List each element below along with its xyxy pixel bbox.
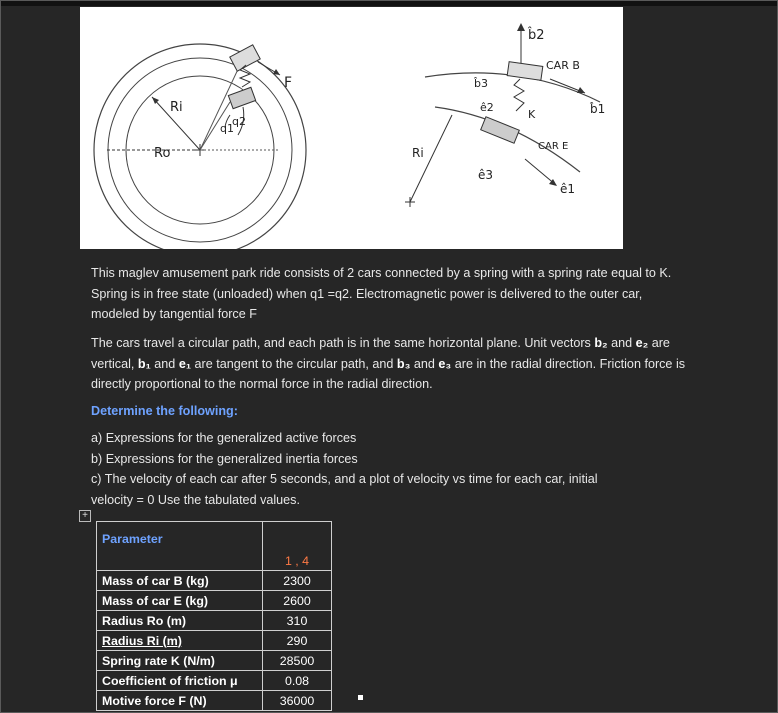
label-e1: ê1 [560, 182, 576, 196]
table-row [97, 571, 332, 591]
vector-e1: e₁ [178, 356, 192, 371]
row-label-radius-ri: Radius Ri (m) [97, 631, 263, 651]
label-b3: b̂3 [474, 77, 488, 90]
car-e-left [228, 87, 255, 108]
table-header-row [97, 522, 332, 571]
label-car-e: CAR E [538, 141, 569, 152]
table-row [97, 691, 332, 711]
spring-left [240, 65, 250, 87]
path-text-1: The cars travel a circular path, and each path is in the same horizontal plane. Unit vectors [91, 336, 595, 350]
row-value-spring-rate: 28500 [263, 651, 332, 671]
path-text-and-1: and [607, 336, 636, 350]
row-label-mass-e: Mass of car E (kg) [97, 591, 263, 611]
label-ri-right: Ri [412, 146, 424, 160]
row-label-friction: Coefficient of friction μ [97, 671, 263, 691]
path-text-and-3: and [410, 356, 439, 371]
table-row [97, 651, 332, 671]
task-heading: Determine the following: [91, 404, 238, 418]
row-value-friction: 0.08 [263, 671, 332, 691]
label-q1: q1 [220, 122, 234, 135]
task-list [91, 428, 691, 510]
task-item-c: c) The velocity of each car after 5 seconds, and a plot of velocity vs time for each car, initial [91, 472, 598, 486]
label-f: F [284, 75, 293, 91]
vector-e3: e₃ [438, 356, 452, 371]
row-label-radius-ro: Radius Ro (m) [97, 611, 263, 631]
description-paragraph: This maglev amusement park ride consists of 2 cars connected by a spring with a spring rate equal to K. Spring is in free state (unloaded) when q1 =q2. Electromagnetic power is delivered to the outer car, modeled by tangential force F [91, 266, 672, 321]
parameter-table [96, 521, 332, 711]
path-text-and-2: and [150, 356, 179, 371]
table-row [97, 671, 332, 691]
path-outer-arc [425, 73, 600, 102]
path-text-4: are in the radial direction. Friction force is directly proportional to the normal force in the radial direction. [91, 356, 686, 391]
vector-b1: b₁ [137, 356, 151, 371]
task-item-b: b) Expressions for the generalized inertia forces [91, 451, 358, 466]
vector-e2: e₂ [635, 336, 649, 350]
label-b1: b̂1 [590, 102, 606, 116]
car-b-left [230, 45, 260, 71]
row-value-radius-ri: 290 [263, 631, 332, 651]
label-ri-left: Ri [170, 100, 183, 115]
car-e-right [481, 117, 520, 143]
row-value-mass-e: 2600 [263, 591, 332, 611]
row-value-radius-ro: 310 [263, 611, 332, 631]
label-q2: q2 [232, 115, 246, 128]
table-row [97, 631, 332, 651]
table-row [97, 611, 332, 631]
table-resize-handle[interactable] [358, 695, 363, 700]
vector-b2: b₂ [594, 336, 608, 350]
task-item-a: a) Expressions for the generalized active forces [91, 431, 357, 445]
car-b-right [507, 62, 543, 81]
spring-right [514, 79, 524, 111]
header-value: 1 , 4 [263, 522, 332, 571]
label-b2: b̂2 [528, 28, 545, 43]
label-e2: ê2 [480, 101, 494, 114]
row-label-mass-b: Mass of car B (kg) [97, 571, 263, 591]
row-value-motive-force: 36000 [263, 691, 332, 711]
label-car-b: CAR B [546, 59, 580, 72]
table-move-icon[interactable]: + [79, 510, 91, 522]
label-k: K [528, 108, 536, 121]
table-row [97, 591, 332, 611]
row-label-spring-rate: Spring rate K (N/m) [97, 651, 263, 671]
row-value-mass-b: 2300 [263, 571, 332, 591]
header-parameter: Parameter [97, 522, 263, 571]
path-text-3: are tangent to the circular path, and [191, 356, 397, 371]
task-item-c-cont: velocity = 0 Use the tabulated values. [91, 492, 300, 507]
label-ro: Ro [154, 146, 171, 161]
label-e3: ê3 [478, 168, 494, 182]
path-paragraph [91, 333, 691, 395]
vector-b3: b₃ [396, 356, 411, 371]
row-label-motive-force: Motive force F (N) [97, 691, 263, 711]
b2-arrowhead [517, 23, 525, 31]
path-text-2: are vertical, [91, 336, 670, 371]
problem-figure [80, 7, 623, 249]
figure-drawing [80, 7, 623, 249]
